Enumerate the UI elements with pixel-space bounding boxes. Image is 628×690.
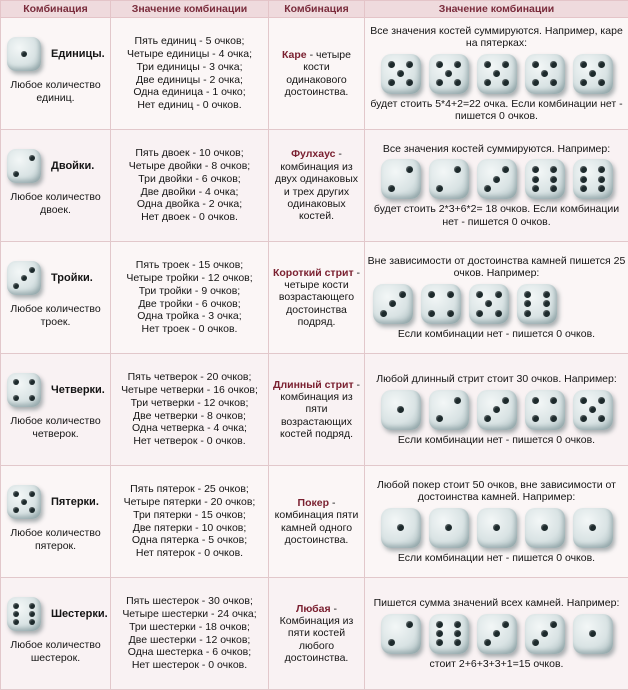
- lower-combination-name: Покер: [298, 497, 329, 509]
- die-face-one-icon: [429, 508, 469, 548]
- value-description: Все значения костей суммируются. Например:: [365, 143, 628, 155]
- die-face-five-icon: [477, 54, 517, 94]
- score-line: Две тройки - 6 очков;: [111, 298, 268, 311]
- table-row: [1, 466, 628, 578]
- upper-combination-cell: [1, 466, 111, 578]
- die-face-five-icon: [573, 390, 613, 430]
- die-face-five-icon: [469, 284, 509, 324]
- lower-value-cell: [365, 578, 628, 690]
- score-line: Нет двоек - 0 очков.: [111, 211, 268, 224]
- die-face-six-icon: [525, 159, 565, 199]
- lower-value-cell: [365, 242, 628, 354]
- die-face-six-icon: [429, 614, 469, 654]
- lower-combination-cell: [269, 354, 365, 466]
- upper-combination-desc: Любое количество четверок.: [1, 415, 110, 440]
- die-face-one-icon: [381, 508, 421, 548]
- upper-combination-desc: Любое количество троек.: [1, 303, 110, 328]
- score-line: Одна четверка - 4 очка;: [111, 422, 268, 435]
- lower-combination-desc: - четыре кости возрастающего достоинства подряд.: [279, 267, 360, 329]
- die-face-six-icon: [573, 159, 613, 199]
- score-line: Четыре двойки - 8 очков;: [111, 160, 268, 173]
- upper-combination-cell: [1, 242, 111, 354]
- score-line: Нет шестерок - 0 очков.: [111, 659, 268, 672]
- lower-combination-name: Длинный стрит: [273, 379, 354, 391]
- die-face-five-icon: [573, 54, 613, 94]
- score-line: Одна единица - 1 очко;: [111, 86, 268, 99]
- score-line: Одна двойка - 2 очка;: [111, 198, 268, 211]
- die-face-one-icon: [477, 508, 517, 548]
- die-face-two-icon: [429, 159, 469, 199]
- lower-value-cell: [365, 130, 628, 242]
- score-line: Четыре шестерки - 24 очка;: [111, 608, 268, 621]
- score-line: Три единицы - 3 очка;: [111, 61, 268, 74]
- score-line: Пять пятерок - 25 очков;: [111, 483, 268, 496]
- example-dice-row: [365, 508, 628, 548]
- score-line: Одна тройка - 3 очка;: [111, 310, 268, 323]
- die-face-one-icon: [7, 37, 41, 71]
- die-face-four-icon: [525, 390, 565, 430]
- lower-combination-cell: [269, 130, 365, 242]
- example-dice-row: [365, 284, 628, 324]
- lower-combination-name: Короткий стрит: [273, 267, 354, 279]
- die-face-five-icon: [7, 485, 41, 519]
- upper-combination-cell: [1, 354, 111, 466]
- upper-combination-cell: [1, 18, 111, 130]
- die-face-two-icon: [381, 159, 421, 199]
- table-row: [1, 354, 628, 466]
- score-line: Нет пятерок - 0 очков.: [111, 547, 268, 560]
- upper-combination-desc: Любое количество шестерок.: [1, 639, 110, 664]
- value-description: Вне зависимости от достоинства камней пишется 25 очков. Например:: [365, 255, 628, 280]
- lower-combination-desc: - комбинация из пяти возрастающих костей подряд.: [280, 379, 360, 441]
- value-description: Все значения костей суммируются. Например, каре на пятерках:: [365, 25, 628, 50]
- upper-combination-name: Тройки.: [51, 272, 93, 285]
- table-row: [1, 242, 628, 354]
- table-row: [1, 578, 628, 690]
- lower-combination-desc: - комбинация из двух одинаковых и трех других одинаковых костей.: [275, 148, 358, 222]
- value-result: Если комбинации нет - пишется 0 очков.: [365, 434, 628, 446]
- upper-combination-desc: Любое количество пятерок.: [1, 527, 110, 552]
- score-line: Нет единиц - 0 очков.: [111, 99, 268, 112]
- score-line: Одна шестерка - 6 очков;: [111, 646, 268, 659]
- die-face-six-icon: [517, 284, 557, 324]
- upper-scores-cell: [111, 18, 269, 130]
- upper-scores-cell: [111, 578, 269, 690]
- value-result: Если комбинации нет - пишется 0 очков.: [365, 328, 628, 340]
- lower-combination-name: Фулхаус: [291, 148, 335, 160]
- score-line: Три двойки - 6 очков;: [111, 173, 268, 186]
- score-line: Пять троек - 15 очков;: [111, 259, 268, 272]
- upper-scores-cell: [111, 242, 269, 354]
- score-line: Две шестерки - 12 очков;: [111, 634, 268, 647]
- die-face-three-icon: [373, 284, 413, 324]
- die-face-four-icon: [7, 373, 41, 407]
- die-face-two-icon: [381, 614, 421, 654]
- die-face-three-icon: [477, 390, 517, 430]
- die-face-two-icon: [7, 149, 41, 183]
- score-line: Четыре пятерки - 20 очков;: [111, 496, 268, 509]
- lower-combination-cell: [269, 242, 365, 354]
- header-combination: Комбинация: [1, 1, 111, 18]
- header-value: Значение комбинации: [111, 1, 269, 18]
- score-line: Нет троек - 0 очков.: [111, 323, 268, 336]
- value-description: Пишется сумма значений всех камней. Например:: [365, 597, 628, 609]
- lower-combination-desc: - Комбинация из пяти костей любого достоинства.: [280, 603, 354, 665]
- score-line: Четыре четверки - 16 очков;: [111, 384, 268, 397]
- score-line: Пять единиц - 5 очков;: [111, 35, 268, 48]
- die-face-five-icon: [429, 54, 469, 94]
- upper-scores-cell: [111, 466, 269, 578]
- score-line: Две четверки - 8 очков;: [111, 410, 268, 423]
- die-face-six-icon: [7, 597, 41, 631]
- score-line: Три пятерки - 15 очков;: [111, 509, 268, 522]
- upper-scores-cell: [111, 354, 269, 466]
- die-face-two-icon: [429, 390, 469, 430]
- upper-combination-cell: [1, 130, 111, 242]
- die-face-three-icon: [477, 614, 517, 654]
- die-face-one-icon: [573, 614, 613, 654]
- score-line: Две двойки - 4 очка;: [111, 186, 268, 199]
- score-line: Четыре тройки - 12 очков;: [111, 272, 268, 285]
- value-result: Если комбинации нет - пишется 0 очков.: [365, 552, 628, 564]
- lower-value-cell: [365, 18, 628, 130]
- score-line: Три тройки - 9 очков;: [111, 285, 268, 298]
- value-result: стоит 2+6+3+3+1=15 очков.: [365, 658, 628, 670]
- upper-combination-desc: Любое количество двоек.: [1, 191, 110, 216]
- example-dice-row: [365, 159, 628, 199]
- score-line: Одна пятерка - 5 очков;: [111, 534, 268, 547]
- upper-combination-cell: [1, 578, 111, 690]
- die-face-four-icon: [421, 284, 461, 324]
- upper-combination-name: Четверки.: [51, 384, 105, 397]
- upper-combination-desc: Любое количество единиц.: [1, 79, 110, 104]
- lower-combination-cell: [269, 18, 365, 130]
- lower-combination-desc: - комбинация пяти камней одного достоинства.: [275, 497, 359, 546]
- table-row: [1, 130, 628, 242]
- upper-combination-name: Двойки.: [51, 160, 94, 173]
- header-row: [1, 1, 628, 18]
- die-face-one-icon: [573, 508, 613, 548]
- value-result: будет стоить 2*3+6*2= 18 очков. Если комбинации нет - пишется 0 очков.: [365, 203, 628, 228]
- example-dice-row: [365, 390, 628, 430]
- lower-combination-name: Любая: [296, 603, 331, 615]
- lower-value-cell: [365, 466, 628, 578]
- header-combination-2: Комбинация: [269, 1, 365, 18]
- die-face-one-icon: [381, 390, 421, 430]
- score-line: Четыре единицы - 4 очка;: [111, 48, 268, 61]
- upper-combination-name: Пятерки.: [51, 496, 99, 509]
- upper-combination-name: Шестерки.: [51, 608, 108, 621]
- value-description: Любой длинный стрит стоит 30 очков. Например:: [365, 373, 628, 385]
- value-description: Любой покер стоит 50 очков, вне зависимости от достоинства камней. Например:: [365, 479, 628, 504]
- table-row: [1, 18, 628, 130]
- lower-combination-desc: - четыре кости одинакового достоинства.: [285, 49, 351, 98]
- lower-combination-name: Каре: [282, 49, 307, 61]
- score-line: Три шестерки - 18 очков;: [111, 621, 268, 634]
- die-face-three-icon: [525, 614, 565, 654]
- die-face-three-icon: [7, 261, 41, 295]
- score-line: Пять двоек - 10 очков;: [111, 147, 268, 160]
- die-face-three-icon: [477, 159, 517, 199]
- example-dice-row: [365, 614, 628, 654]
- score-line: Нет четверок - 0 очков.: [111, 435, 268, 448]
- upper-scores-cell: [111, 130, 269, 242]
- lower-combination-cell: [269, 578, 365, 690]
- die-face-one-icon: [525, 508, 565, 548]
- score-line: Две пятерки - 10 очков;: [111, 522, 268, 535]
- score-line: Три четверки - 12 очков;: [111, 397, 268, 410]
- die-face-five-icon: [381, 54, 421, 94]
- die-face-five-icon: [525, 54, 565, 94]
- score-line: Две единицы - 2 очка;: [111, 74, 268, 87]
- value-result: будет стоить 5*4+2=22 очка. Если комбинации нет - пишется 0 очков.: [365, 98, 628, 123]
- score-line: Пять шестерок - 30 очков;: [111, 595, 268, 608]
- lower-value-cell: [365, 354, 628, 466]
- lower-combination-cell: [269, 466, 365, 578]
- example-dice-row: [365, 54, 628, 94]
- score-line: Пять четверок - 20 очков;: [111, 371, 268, 384]
- upper-combination-name: Единицы.: [51, 48, 105, 61]
- header-value-2: Значение комбинации: [365, 1, 628, 18]
